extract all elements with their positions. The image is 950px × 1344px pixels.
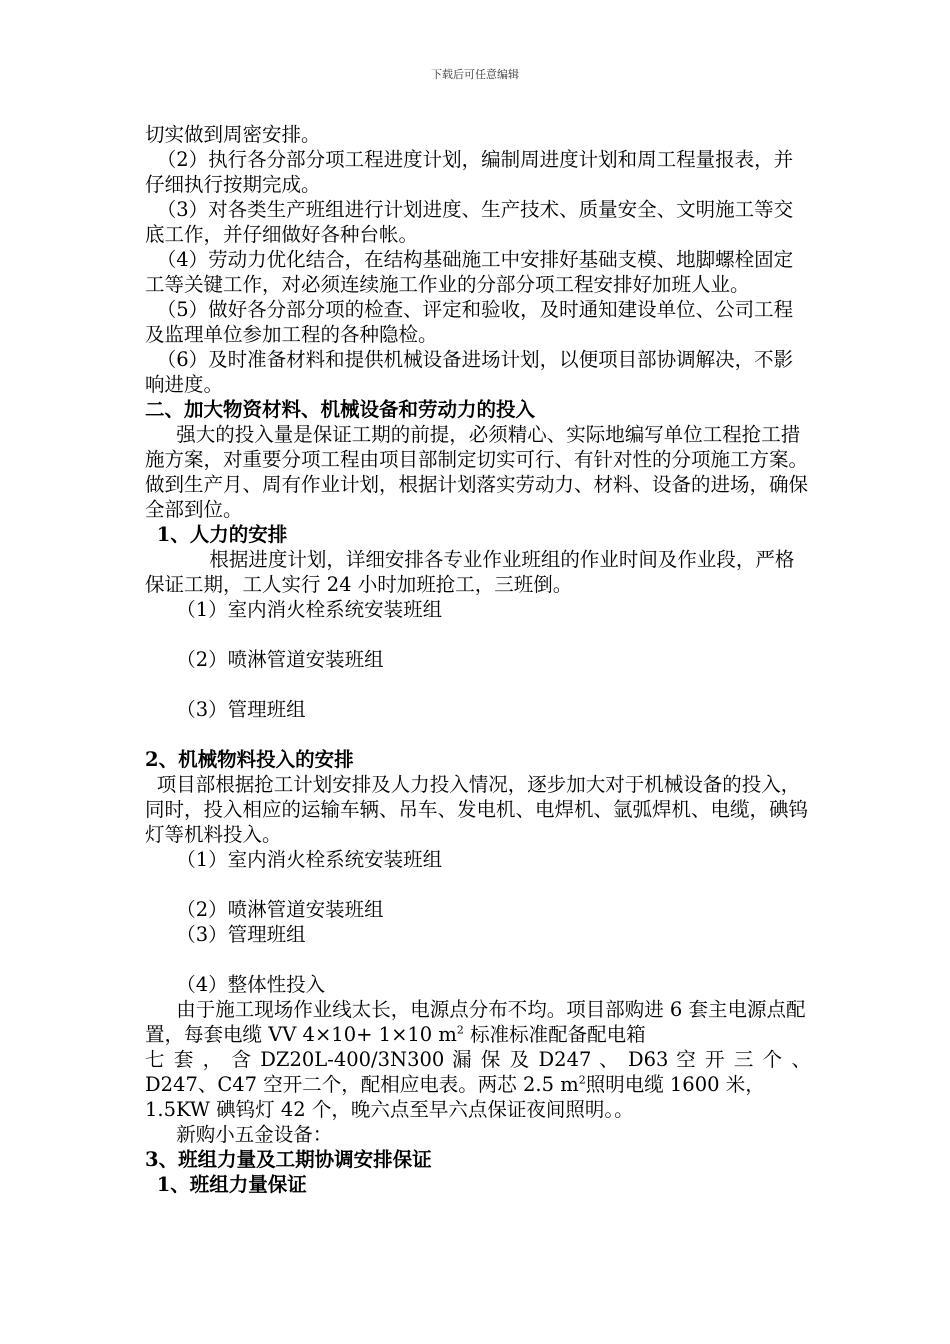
subsection-heading: 1、人力的安排 bbox=[156, 523, 288, 546]
list-item: （2）喷淋管道安装班组 bbox=[176, 648, 384, 671]
paragraph bbox=[145, 1072, 811, 1097]
text-run: D247、C47 空开二个，配相应电表。两芯 2.5 m bbox=[145, 1073, 579, 1096]
list-item: （5）做好各分部分项的检查、评定和验收，及时通知建设单位、公司工程及监理单位参加工程的各种隐检。 bbox=[145, 298, 794, 346]
paragraph: 切实做到周密安排。 bbox=[145, 123, 321, 146]
list-item: （6）及时准备材料和提供机械设备进场计划，以便项目部协调解决，不影响进度。 bbox=[145, 348, 794, 396]
list-item: （4）整体性投入 bbox=[176, 973, 326, 996]
section-heading: 二、加大物资材料、机械设备和劳动力的投入 bbox=[145, 398, 536, 421]
subsection-heading: 3、班组力量及工期协调安排保证 bbox=[145, 1148, 432, 1171]
paragraph: 新购小五金设备： bbox=[176, 1123, 333, 1146]
subsection-heading: 2、机械物料投入的安排 bbox=[145, 748, 354, 771]
document-body bbox=[145, 122, 811, 1197]
paragraph bbox=[145, 997, 811, 1047]
paragraph: 1.5KW 碘钨灯 42 个，晚六点至早六点保证夜间照明。。 bbox=[145, 1098, 634, 1121]
page-header: 下载后可任意编辑 bbox=[431, 68, 519, 81]
list-item: （3）管理班组 bbox=[176, 923, 306, 946]
paragraph: 根据进度计划，详细安排各专业作业班组的作业时间及作业段，严格保证工期，工人实行 24 小时加班抢工，三班倒。 bbox=[145, 548, 795, 596]
text-run: 由于施工现场作业线太长，电源点分布不均。项目部购进 6 套主电源点配置，每套电缆 VV 4×10+ 1×10 m bbox=[145, 998, 806, 1046]
list-item: （2）执行各分部分项工程进度计划，编制周进度计划和周工程量报表，并仔细执行按期完成。 bbox=[145, 148, 794, 196]
superscript: 2 bbox=[456, 1023, 464, 1037]
list-item: （1）室内消火栓系统安装班组 bbox=[176, 598, 443, 621]
superscript: 2 bbox=[578, 1073, 586, 1087]
text-run: 照明电缆 1600 米， bbox=[585, 1073, 765, 1096]
subsection-heading: 1、班组力量保证 bbox=[156, 1173, 307, 1196]
list-item: （3）对各类生产班组进行计划进度、生产技术、质量安全、文明施工等交底工作，并仔细做好各种台帐。 bbox=[145, 198, 794, 246]
list-item: （2）喷淋管道安装班组 bbox=[176, 898, 384, 921]
paragraph: 项目部根据抢工计划安排及人力投入情况，逐步加大对于机械设备的投入，同时，投入相应的运输车辆、吊车、发电机、电焊机、氩弧焊机、电缆，碘钨灯等机料投入。 bbox=[145, 773, 809, 846]
list-item: （3）管理班组 bbox=[176, 698, 306, 721]
text-run: 标准标准配备配电箱 bbox=[463, 1023, 646, 1046]
list-item: （4）劳动力优化结合，在结构基础施工中安排好基础支模、地脚螺栓固定工等关键工作，对必须连续施工作业的分部分项工程安排好加班人业。 bbox=[145, 248, 794, 296]
paragraph: 七 套 ， 含 DZ20L-400/3N300 漏 保 及 D247 、 D63 空 开 三 个 、 bbox=[145, 1048, 811, 1071]
list-item: （1）室内消火栓系统安装班组 bbox=[176, 848, 443, 871]
paragraph: 强大的投入量是保证工期的前提，必须精心、实际地编写单位工程抢工措施方案，对重要分项工程由项目部制定切实可行、有针对性的分项施工方案。做到生产月、周有作业计划，根据计划落实劳动力、材料、设备的进场，确保全部到位。 bbox=[145, 423, 809, 521]
